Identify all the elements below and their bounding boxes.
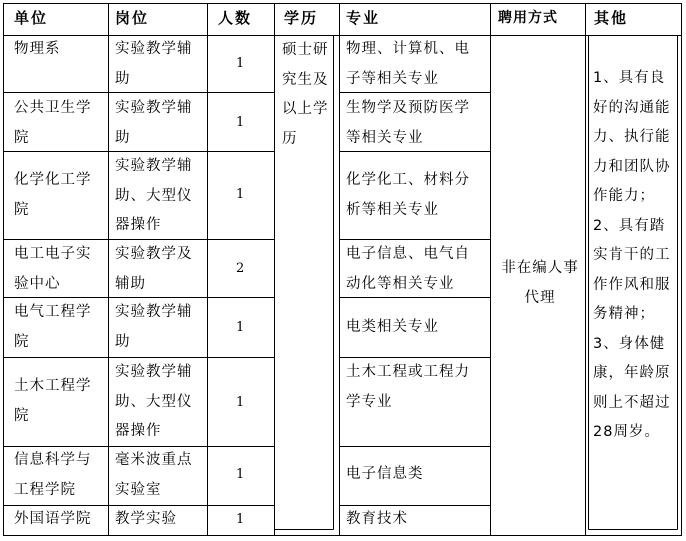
other-cell bbox=[593, 64, 671, 448]
position-cell bbox=[115, 94, 193, 153]
other-line: 则上不超过 bbox=[593, 394, 671, 411]
unit-line: 院 bbox=[14, 201, 30, 218]
position-cell bbox=[115, 505, 177, 535]
count-cell: 1 bbox=[236, 512, 245, 527]
position-line: 毫米波重点 bbox=[115, 452, 193, 468]
unit-line: 院 bbox=[14, 129, 30, 146]
education-line: 硕士研 bbox=[282, 42, 329, 58]
position-line: 助、大型仪 bbox=[115, 393, 193, 410]
major-cell bbox=[346, 460, 424, 490]
unit-line: 电工电子实 bbox=[14, 246, 92, 262]
unit-cell bbox=[14, 372, 92, 431]
position-line: 器操作 bbox=[115, 217, 162, 233]
count-cell: 1 bbox=[236, 467, 245, 482]
header-education: 学历 bbox=[284, 9, 319, 27]
major-line: 电类相关专业 bbox=[346, 319, 439, 335]
position-line: 辅助 bbox=[115, 275, 146, 292]
education-line: 以上学 bbox=[282, 101, 329, 117]
unit-cell bbox=[14, 166, 92, 225]
other-line: 28周岁。 bbox=[593, 424, 660, 440]
header-position: 岗位 bbox=[115, 9, 150, 27]
unit-line: 工程学院 bbox=[14, 481, 76, 498]
other-line: 务精神； bbox=[593, 306, 655, 322]
major-cell bbox=[346, 505, 408, 535]
other-line: 3、身体健 bbox=[593, 335, 666, 352]
unit-cell bbox=[14, 446, 92, 505]
major-cell bbox=[346, 240, 470, 299]
major-line: 电子信息类 bbox=[346, 466, 424, 482]
count-cell: 1 bbox=[236, 115, 245, 130]
count-cell: 1 bbox=[236, 187, 245, 202]
position-line: 助、大型仪 bbox=[115, 187, 193, 204]
unit-line: 验中心 bbox=[14, 275, 61, 292]
major-cell bbox=[346, 358, 470, 417]
unit-line: 物理系 bbox=[14, 41, 61, 57]
other-line: 实肯干的工 bbox=[593, 247, 671, 263]
method-line: 代理 bbox=[524, 289, 556, 306]
position-cell bbox=[115, 35, 193, 94]
major-line: 物理、计算机、电 bbox=[346, 41, 470, 57]
position-line: 实验教学及 bbox=[115, 246, 193, 262]
position-line: 实验教学辅 bbox=[115, 158, 193, 174]
unit-line: 化学化工学 bbox=[14, 172, 92, 188]
major-line: 等相关专业 bbox=[346, 129, 424, 146]
header-count: 人数 bbox=[218, 9, 253, 27]
position-line: 实验教学辅 bbox=[115, 364, 193, 380]
major-line: 电子信息、电气自 bbox=[346, 246, 470, 262]
major-line: 土木工程或工程力 bbox=[346, 364, 470, 380]
major-line: 析等相关专业 bbox=[346, 201, 439, 218]
position-line: 助 bbox=[115, 70, 131, 87]
position-line: 实验教学辅 bbox=[115, 41, 193, 57]
other-line: 作作风和服 bbox=[593, 276, 671, 293]
other-line: 好的沟通能 bbox=[593, 99, 671, 116]
unit-line: 信息科学与 bbox=[14, 452, 92, 468]
major-cell bbox=[346, 313, 439, 343]
other-line: 力、执行能 bbox=[593, 129, 671, 145]
position-line: 实验教学辅 bbox=[115, 304, 193, 320]
unit-line: 外国语学院 bbox=[14, 511, 92, 527]
education-line: 历 bbox=[282, 130, 298, 147]
unit-line: 电气工程学 bbox=[14, 304, 92, 320]
count-cell: 1 bbox=[236, 56, 245, 71]
other-line: 作能力； bbox=[593, 188, 655, 204]
header-other: 其他 bbox=[594, 9, 629, 27]
other-line: 2、具有踏 bbox=[593, 217, 666, 234]
unit-line: 土木工程学 bbox=[14, 378, 92, 394]
unit-line: 院 bbox=[14, 407, 30, 424]
position-cell bbox=[115, 152, 193, 241]
position-line: 实验教学辅 bbox=[115, 100, 193, 116]
major-line: 教育技术 bbox=[346, 511, 408, 527]
header-major: 专业 bbox=[346, 9, 381, 27]
major-line: 化学化工、材料分 bbox=[346, 172, 470, 188]
method-cell bbox=[497, 254, 583, 313]
education-cell bbox=[282, 36, 329, 154]
unit-cell bbox=[14, 94, 92, 153]
position-line: 教学实验 bbox=[115, 511, 177, 527]
major-cell bbox=[346, 94, 470, 153]
position-cell bbox=[115, 240, 193, 299]
position-line: 助 bbox=[115, 333, 131, 350]
major-cell bbox=[346, 166, 470, 225]
position-line: 器操作 bbox=[115, 423, 162, 439]
major-line: 动化等相关专业 bbox=[346, 275, 455, 292]
unit-cell bbox=[14, 240, 92, 299]
other-line: 康，年龄原 bbox=[593, 365, 671, 381]
count-cell: 1 bbox=[236, 320, 245, 335]
other-line: 力和团队协 bbox=[593, 158, 671, 175]
education-line: 究生及 bbox=[282, 71, 329, 88]
unit-line: 公共卫生学 bbox=[14, 100, 92, 116]
unit-line: 院 bbox=[14, 333, 30, 350]
header-method: 聘用方式 bbox=[498, 10, 558, 26]
unit-cell bbox=[14, 505, 92, 535]
position-cell bbox=[115, 298, 193, 357]
position-cell bbox=[115, 358, 193, 447]
position-line: 实验室 bbox=[115, 481, 162, 498]
position-cell bbox=[115, 446, 193, 505]
major-line: 生物学及预防医学 bbox=[346, 100, 470, 116]
major-line: 学专业 bbox=[346, 393, 393, 410]
position-line: 助 bbox=[115, 129, 131, 146]
major-cell bbox=[346, 35, 470, 94]
other-line: 1、具有良 bbox=[593, 70, 666, 86]
unit-cell bbox=[14, 298, 92, 357]
header-unit: 单位 bbox=[14, 9, 49, 27]
count-cell: 2 bbox=[236, 261, 245, 276]
unit-cell bbox=[14, 35, 61, 65]
method-line: 非在编人事 bbox=[501, 260, 579, 276]
major-line: 子等相关专业 bbox=[346, 70, 439, 87]
count-cell: 1 bbox=[236, 395, 245, 410]
